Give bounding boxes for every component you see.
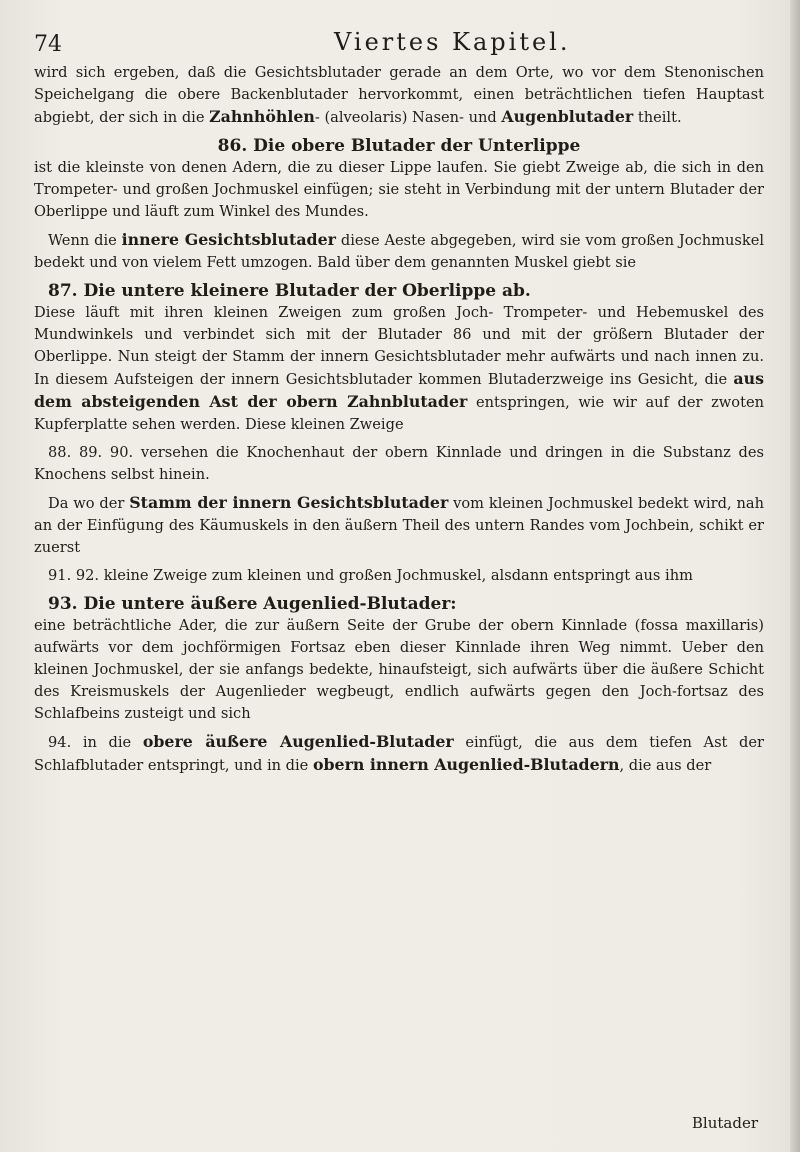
term-augenblutader: Augenblutader <box>501 107 634 126</box>
page-body <box>34 62 764 777</box>
term-zahnhoehlen: Zahnhöhlen <box>209 107 315 126</box>
paragraph-86b-text-b: diese Aeste abgegeben, wird sie vom großen Jochmuskel bedekt und von vielem Fett umzogen. Bald über dem genannten Muskel giebt sie <box>34 232 765 271</box>
paragraph-intro-text: wird sich ergeben, daß die Gesichtsblutader gerade an dem Orte, wo vor dem Stenonischen Speichelgang die obere Backenblutader hervorkommt, einen beträchtlichen tiefen Hauptast abgiebt, der sich in die <box>34 64 764 126</box>
paragraph-87-text-a: Diese läuft mit ihren kleinen Zweigen zum großen Joch- Trompeter- und Hebemuskel des Mundwinkels und verbindet sich mit der Blutader 86 und mit der größern Blutader der Oberlippe. Nun steigt der Stamm der innern Gesichtsblutader mehr aufwärts und nach innen zu. In diesem Aufsteigen der innern Gesichtsblutader kommen Blutaderzweige ins Gesicht, die <box>34 304 764 388</box>
paragraph-94 <box>34 731 764 777</box>
paragraph-94-text-b: einfügt, die aus dem tiefen Ast der Schlafblutader entspringt, und in die <box>34 734 765 774</box>
term-obere-aeussere-augenlied-blutader: obere äußere Augenlied-Blutader <box>142 732 454 751</box>
paragraph-intro-text-b: - (alveolaris) Nasen- und <box>314 109 497 126</box>
running-head: Viertes Kapitel. <box>334 28 571 56</box>
paragraph-stamm <box>34 492 764 559</box>
term-absteigender-ast: aus dem absteigenden Ast der obern Zahnblutader <box>34 369 765 411</box>
paragraph-94-text-c: , die aus der <box>619 757 712 774</box>
page-number: 74 <box>34 32 62 57</box>
paragraph-86: ist die kleinste von denen Adern, die zu dieser Lippe laufen. Sie giebt Zweige ab, die sich in den Trompeter- und großen Jochmuskel einfügen; sie steht in Verbindung mit der untern Blutader der Oberlippe und läuft zum Winkel des Mundes. <box>34 159 764 220</box>
term-obere-innere-augenlied-blutadern: obern innern Augenlied-Blutadern <box>312 755 620 774</box>
catchword: Blutader <box>691 1114 758 1132</box>
heading-93: 93. Die untere äußere Augenlied-Blutader: <box>48 594 457 614</box>
paragraph-94-text-a: 94. in die <box>48 734 132 751</box>
term-stamm-innere-gesichtsblutader: Stamm der innern Gesichtsblutader <box>129 493 449 512</box>
paragraph-intro <box>34 62 764 129</box>
page-edge <box>790 0 800 1152</box>
paragraph-stamm-text-b: vom kleinen Jochmuskel bedekt wird, nah an der Einfügung des Käumuskels in den äußern Theil des untern Randes vom Jochbein, schikt er zuerst <box>34 495 764 556</box>
page-header <box>34 28 754 62</box>
paragraph-stamm-text-a: Da wo der <box>48 495 125 512</box>
heading-87: 87. Die untere kleinere Blutader der Oberlippe ab. <box>48 281 531 301</box>
paragraph-86b-text-a: Wenn die <box>48 232 117 249</box>
term-innere-gesichtsblutader: innere Gesichtsblutader <box>121 230 336 249</box>
paragraph-91: 91. 92. kleine Zweige zum kleinen und großen Jochmuskel, alsdann entspringt aus ihm <box>48 567 693 584</box>
paragraph-intro-text-c: theilt. <box>637 109 682 126</box>
paragraph-87-text-b: entspringen, wie wir auf der zwoten Kupferplatte sehen werden. Diese kleinen Zweige <box>34 394 764 433</box>
paragraph-87 <box>34 302 764 436</box>
heading-86: 86. Die obere Blutader der Unterlippe <box>217 136 581 156</box>
paragraph-88: 88. 89. 90. versehen die Knochenhaut der obern Kinnlade und dringen in die Substanz des Knochens selbst hinein. <box>34 444 764 483</box>
paragraph-86b <box>34 229 764 274</box>
paragraph-93: eine beträchtliche Ader, die zur äußern Seite der Grube der obern Kinnlade (fossa maxillaris) aufwärts vor dem jochförmigen Fortsaz eben dieser Kinnlade ihren Weg nimmt. Ueber den kleinen Jochmuskel, der sie anfangs bedekte, hinaufsteigt, sich aufwärts über die äußere Schicht des Kreismuskels der Augenlieder wegbeugt, endlich aufwärts gegen den Joch-fortsaz des Schlafbeins zusteigt und sich <box>34 617 764 722</box>
